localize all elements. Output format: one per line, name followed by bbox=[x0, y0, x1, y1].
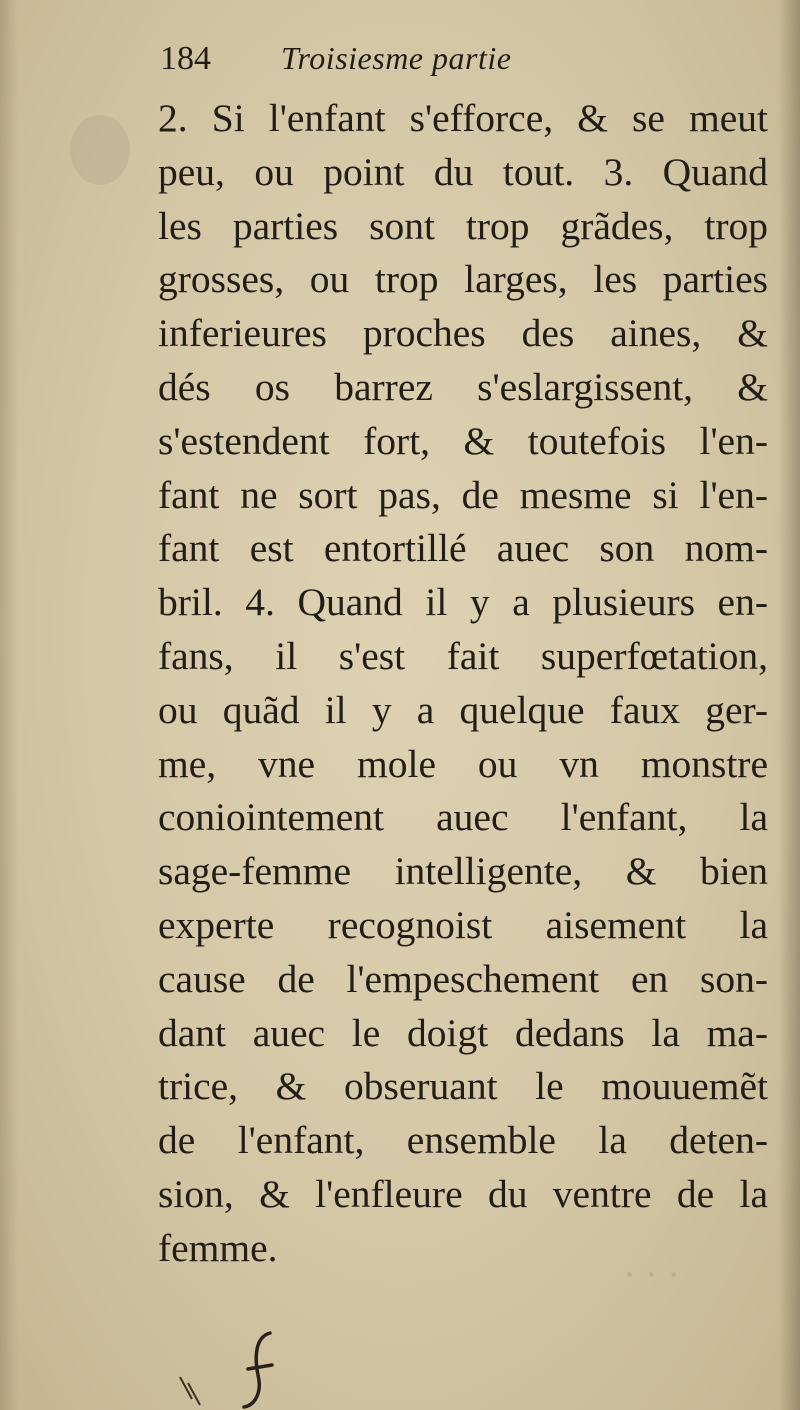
page-number: 184 bbox=[160, 40, 211, 77]
text-line: sion, & l'enfleure du ventre de la bbox=[158, 1171, 768, 1216]
text-line: grosses, ou trop larges, les parties bbox=[158, 257, 768, 302]
body-text bbox=[158, 92, 768, 1276]
page-header bbox=[160, 40, 511, 84]
text-line: s'estendent fort, & toutefois l'en- bbox=[158, 418, 768, 463]
text-line: coniointement auec l'enfant, la bbox=[158, 795, 768, 840]
text-line: ou quãd il y a quelque faux ger- bbox=[158, 687, 768, 732]
text-line: femme. bbox=[158, 1225, 278, 1270]
text-line: dant auec le doigt dedans la ma- bbox=[158, 1010, 768, 1055]
text-line: trice, & obseruant le mouuemẽt bbox=[158, 1064, 768, 1109]
bleed-through-text: · · · bbox=[623, 1254, 680, 1296]
text-line: fant est entortillé auec son nom- bbox=[158, 526, 768, 571]
text-line: peu, ou point du tout. 3. Quand bbox=[158, 149, 768, 194]
text-line: fans, il s'est fait superfœtation, bbox=[158, 633, 768, 678]
text-line: sage-femme intelligente, & bien bbox=[158, 849, 768, 894]
text-line: 2. Si l'enfant s'efforce, & se meut bbox=[158, 96, 768, 140]
text-line: bril. 4. Quand il y a plusieurs en- bbox=[158, 580, 768, 625]
text-line: experte recognoist aisement la bbox=[158, 902, 768, 947]
gutter-shadow bbox=[0, 0, 18, 1410]
text-line: me, vne mole ou vn monstre bbox=[158, 741, 768, 786]
page-edge-shadow bbox=[778, 0, 800, 1410]
ink-mark bbox=[178, 1325, 288, 1410]
text-line: les parties sont trop grãdes, trop bbox=[158, 203, 768, 248]
text-line: fant ne sort pas, de mesme si l'en- bbox=[158, 472, 768, 517]
text-line: cause de l'empeschement en son- bbox=[158, 956, 768, 1001]
text-line: inferieures proches des aines, & bbox=[158, 311, 768, 356]
paper-stain bbox=[70, 115, 130, 185]
text-line: dés os barrez s'eslargissent, & bbox=[158, 364, 768, 409]
text-line: de l'enfant, ensemble la deten- bbox=[158, 1118, 768, 1163]
running-title: Troisiesme partie bbox=[281, 40, 512, 76]
